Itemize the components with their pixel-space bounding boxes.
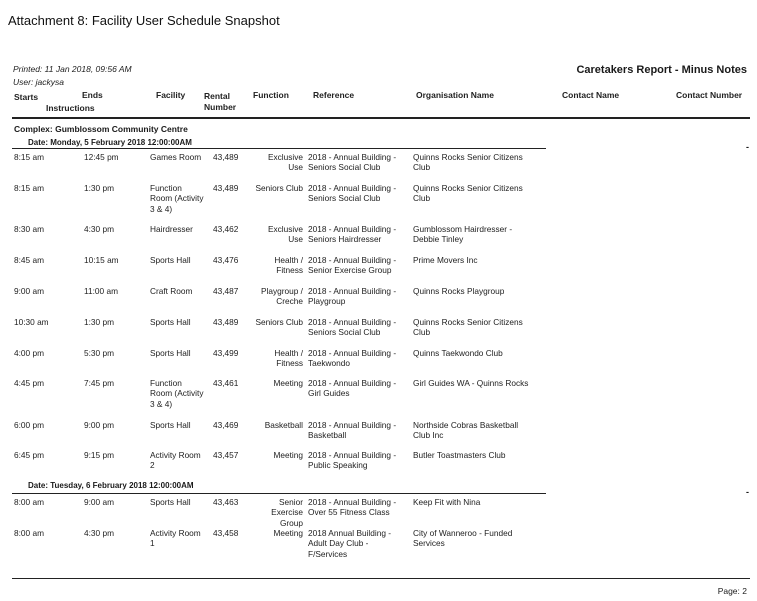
cell-reference: 2018 - Annual Building - Playgroup: [308, 286, 397, 307]
cell-facility: Games Room: [150, 152, 202, 162]
cell-ends: 7:45 pm: [84, 378, 114, 388]
cell-reference: 2018 - Annual Building - Seniors Social Club: [308, 183, 397, 204]
printed-timestamp: Printed: 11 Jan 2018, 09:56 AM: [13, 64, 132, 74]
row-marker: -: [746, 487, 749, 497]
cell-rental: 43,487: [213, 286, 239, 296]
cell-ends: 9:00 pm: [84, 420, 114, 430]
header-facility: Facility: [156, 90, 186, 100]
cell-reference: 2018 - Annual Building - Basketball: [308, 420, 397, 441]
date-divider-2: [12, 493, 546, 494]
header-function: Function: [253, 90, 289, 100]
header-divider: [12, 117, 750, 119]
cell-ends: 4:30 pm: [84, 528, 114, 538]
header-contact-number: Contact Number: [676, 90, 743, 100]
cell-org: Quinns Taekwondo Club: [413, 348, 503, 358]
cell-starts: 8:45 am: [14, 255, 44, 265]
cell-org: Northside Cobras Basketball Club Inc: [413, 420, 519, 441]
cell-function: Exclusive Use: [267, 152, 303, 173]
cell-org: Prime Movers Inc: [413, 255, 478, 265]
cell-starts: 4:00 pm: [14, 348, 44, 358]
date-divider-1: [12, 148, 546, 149]
cell-facility: Sports Hall: [150, 420, 191, 430]
header-reference: Reference: [313, 90, 355, 100]
cell-reference: 2018 - Annual Building - Public Speaking: [308, 450, 397, 471]
cell-org: Quinns Rocks Playgroup: [413, 286, 505, 296]
cell-facility: Function Room (Activity 3 & 4): [150, 378, 204, 409]
cell-function: Basketball: [264, 420, 303, 430]
cell-org: Girl Guides WA - Quinns Rocks: [413, 378, 529, 388]
cell-ends: 5:30 pm: [84, 348, 114, 358]
cell-ends: 12:45 pm: [84, 152, 119, 162]
cell-facility: Sports Hall: [150, 317, 191, 327]
cell-reference: 2018 - Annual Building - Taekwondo: [308, 348, 397, 369]
cell-facility: Activity Room 2: [150, 450, 201, 471]
header-instructions: Instructions: [46, 103, 95, 113]
cell-starts: 8:00 am: [14, 528, 44, 538]
cell-function: Meeting: [273, 528, 303, 538]
cell-function: Senior Exercise Group: [271, 497, 303, 528]
cell-starts: 8:15 am: [14, 183, 44, 193]
cell-starts: 9:00 am: [14, 286, 44, 296]
cell-rental: 43,463: [213, 497, 239, 507]
cell-function: Health / Fitness: [274, 348, 303, 369]
cell-function: Playgroup / Creche: [261, 286, 303, 307]
cell-org: Quinns Rocks Senior Citizens Club: [413, 152, 523, 173]
cell-function: Meeting: [273, 378, 303, 388]
cell-starts: 4:45 pm: [14, 378, 44, 388]
cell-reference: 2018 - Annual Building - Seniors Social Club: [308, 317, 397, 338]
cell-rental: 43,461: [213, 378, 239, 388]
footer-divider: [12, 578, 750, 579]
cell-org: Quinns Rocks Senior Citizens Club: [413, 183, 523, 204]
cell-rental: 43,499: [213, 348, 239, 358]
cell-reference: 2018 Annual Building - Adult Day Club - F/Services: [308, 528, 392, 559]
page-number: Page: 2: [717, 586, 747, 596]
cell-starts: 8:00 am: [14, 497, 44, 507]
cell-ends: 10:15 am: [84, 255, 119, 265]
header-contact-name: Contact Name: [562, 90, 620, 100]
cell-rental: 43,458: [213, 528, 239, 538]
cell-reference: 2018 - Annual Building - Seniors Social Club: [308, 152, 397, 173]
cell-org: Keep Fit with Nina: [413, 497, 481, 507]
report-title: Caretakers Report - Minus Notes: [576, 64, 747, 76]
cell-rental: 43,489: [213, 183, 239, 193]
header-organisation: Organisation Name: [416, 90, 494, 100]
cell-facility: Sports Hall: [150, 497, 191, 507]
cell-org: Quinns Rocks Senior Citizens Club: [413, 317, 523, 338]
cell-org: Gumblossom Hairdresser - Debbie Tinley: [413, 224, 513, 245]
cell-facility: Craft Room: [150, 286, 193, 296]
cell-rental: 43,476: [213, 255, 239, 265]
cell-reference: 2018 - Annual Building - Girl Guides: [308, 378, 397, 399]
cell-ends: 4:30 pm: [84, 224, 114, 234]
cell-function: Meeting: [273, 450, 303, 460]
header-starts: Starts: [14, 92, 39, 102]
cell-reference: 2018 - Annual Building - Over 55 Fitness Class: [308, 497, 397, 518]
cell-ends: 11:00 am: [84, 286, 118, 296]
printed-user: User: jackysa: [13, 77, 65, 87]
date-heading-2: Date: Tuesday, 6 February 2018 12:00:00AM: [28, 481, 194, 490]
complex-heading: Complex: Gumblossom Community Centre: [14, 124, 188, 134]
cell-facility: Sports Hall: [150, 348, 191, 358]
cell-ends: 9:15 pm: [84, 450, 114, 460]
cell-reference: 2018 - Annual Building - Senior Exercise Group: [308, 255, 397, 276]
cell-function: Health / Fitness: [274, 255, 303, 276]
cell-org: City of Wanneroo - Funded Services: [413, 528, 513, 549]
cell-ends: 1:30 pm: [84, 183, 114, 193]
cell-starts: 10:30 am: [14, 317, 49, 327]
page-title: Attachment 8: Facility User Schedule Snapshot: [8, 13, 280, 28]
cell-rental: 43,457: [213, 450, 239, 460]
header-number: Number: [204, 102, 237, 112]
cell-starts: 6:00 pm: [14, 420, 44, 430]
cell-starts: 8:15 am: [14, 152, 44, 162]
cell-function: Seniors Club: [255, 183, 303, 193]
row-marker: -: [746, 142, 749, 152]
cell-org: Butler Toastmasters Club: [413, 450, 506, 460]
cell-facility: Activity Room 1: [150, 528, 201, 549]
cell-facility: Function Room (Activity 3 & 4): [150, 183, 204, 214]
cell-facility: Sports Hall: [150, 255, 191, 265]
cell-rental: 43,462: [213, 224, 239, 234]
cell-ends: 1:30 pm: [84, 317, 114, 327]
cell-starts: 8:30 am: [14, 224, 44, 234]
date-heading-1: Date: Monday, 5 February 2018 12:00:00AM: [28, 138, 192, 147]
cell-function: Seniors Club: [255, 317, 303, 327]
cell-rental: 43,489: [213, 317, 239, 327]
cell-ends: 9:00 am: [84, 497, 114, 507]
cell-facility: Hairdresser: [150, 224, 193, 234]
header-ends: Ends: [82, 90, 103, 100]
header-rental: Rental: [204, 91, 230, 101]
cell-function: Exclusive Use: [267, 224, 303, 245]
cell-rental: 43,469: [213, 420, 239, 430]
cell-rental: 43,489: [213, 152, 239, 162]
cell-reference: 2018 - Annual Building - Seniors Hairdresser: [308, 224, 397, 245]
cell-starts: 6:45 pm: [14, 450, 44, 460]
